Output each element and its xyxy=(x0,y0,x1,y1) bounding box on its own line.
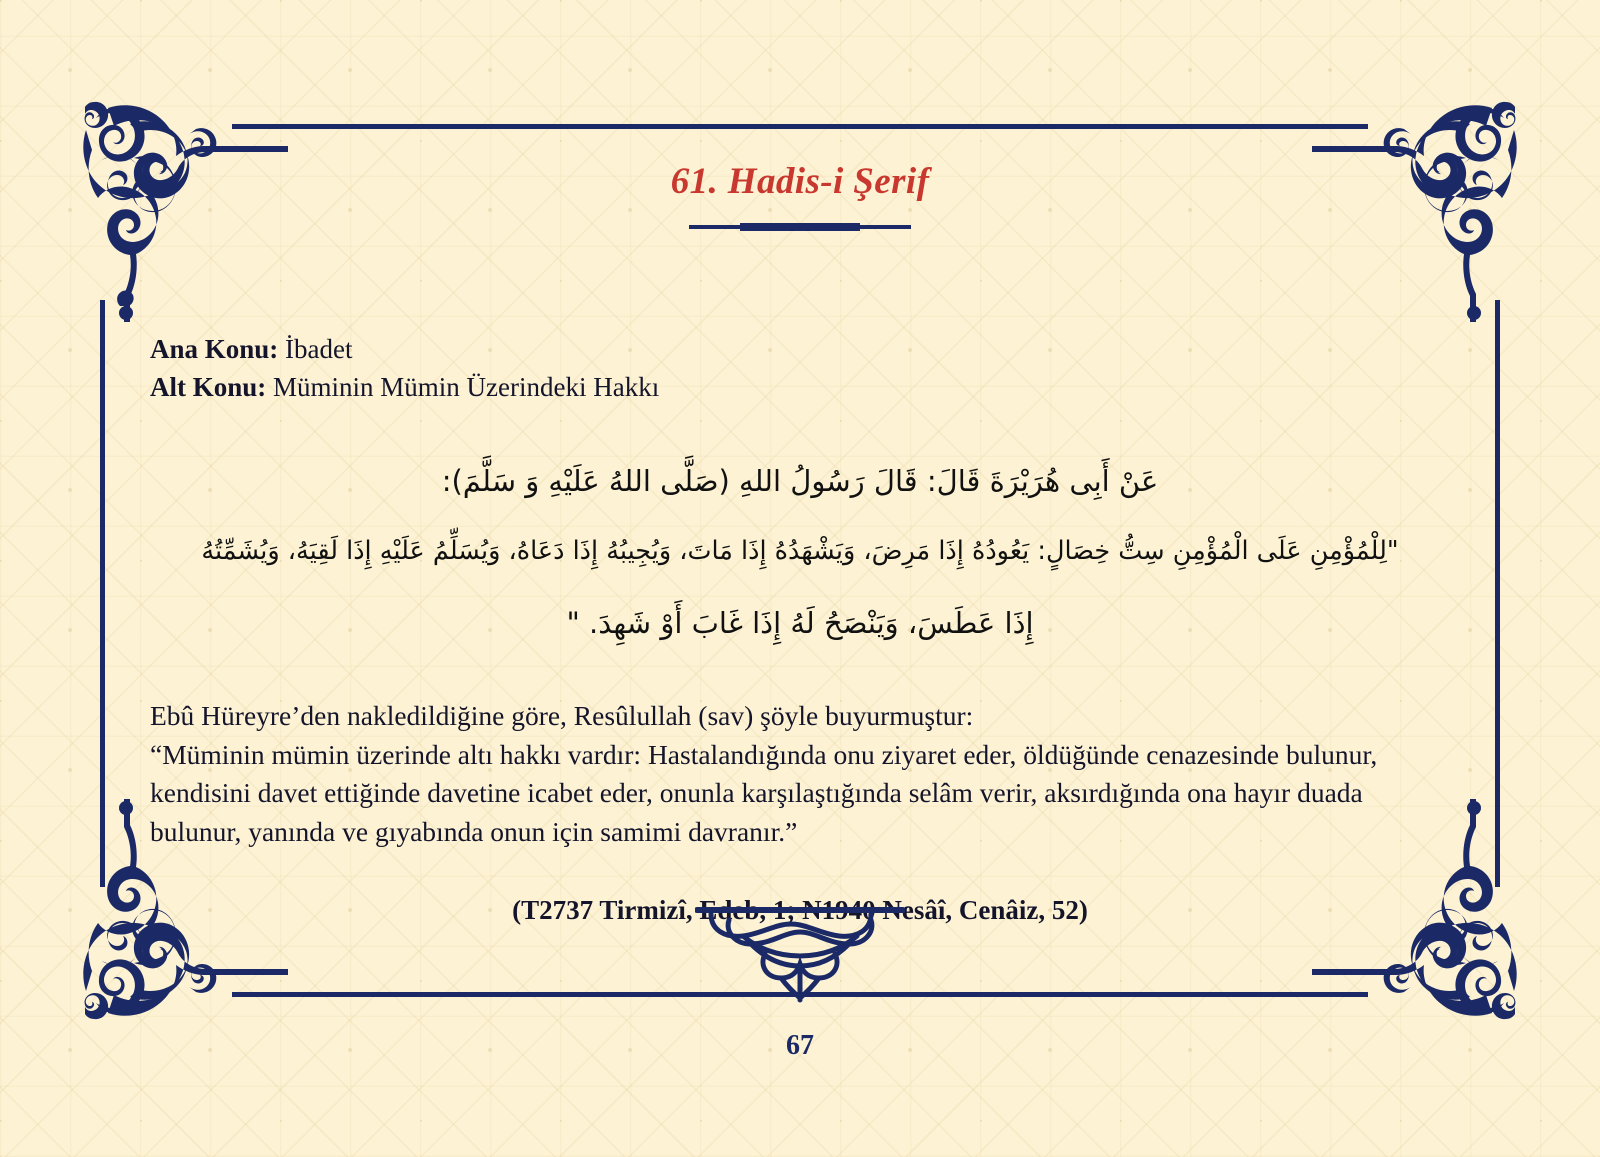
sub-topic-label: Alt Konu: xyxy=(150,372,267,403)
knotwork-flourish-ornament-icon xyxy=(695,904,905,1009)
arabic-line-2: "لِلْمُؤْمِنِ عَلَى الْمُؤْمِنِ سِتُّ خِصَالٍ: يَعُودُهُ إِذَا مَرِضَ، وَيَشْهَدُهُ إِذَا مَاتَ، وَيُجِيبُهُ إِذَا دَعَاهُ، وَيُسَلِّمُ عَلَيْهِ إِذَا لَقِيَهُ، وَيُشَمِّتُهُ xyxy=(201,536,1399,567)
arabic-line-1: عَنْ أَبِى هُرَيْرَةَ قَالَ: قَالَ رَسُولُ اللهِ (صَلَّى اللهُ عَلَيْهِ وَ سَلَّمَ): xyxy=(441,463,1159,498)
turkish-translation xyxy=(150,697,1450,851)
arabic-line-3: إِذَا عَطَسَ، وَيَنْصَحُ لَهُ إِذَا غَابَ أَوْ شَهِدَ. " xyxy=(566,605,1034,640)
sub-topic-value: Müminin Mümin Üzerindeki Hakkı xyxy=(273,372,660,403)
translation-body: “Müminin mümin üzerinde altı hakkı vardır: Hastalandığında onu ziyaret eder, öldüğünde cenazesinde bulunur, kendisini davet ettiğinde davetine icabet eder, onunla karşılaştığında selâm verir, aksırdığında ona hayır duada bulunur, yanında ve gıyabında onun için samimi davranır.” xyxy=(150,738,1378,847)
frame-line-top xyxy=(232,124,1368,129)
page-title: 61. Hadis-i Şerif xyxy=(670,161,930,202)
content-area xyxy=(150,330,1450,926)
sub-topic-line xyxy=(150,368,1450,406)
title-divider-rule-icon xyxy=(689,225,911,229)
main-topic-label: Ana Konu: xyxy=(150,334,279,364)
translation-intro: Ebû Hüreyre’den nakledildiğine göre, Resûlullah (sav) şöyle buyurmuştur: xyxy=(150,700,974,732)
arabic-hadith-text xyxy=(150,453,1450,652)
main-topic-line xyxy=(150,330,1450,368)
main-topic-value: İbadet xyxy=(285,334,353,364)
title-block xyxy=(0,160,1600,229)
page-number: 67 xyxy=(786,1030,814,1061)
source-citation: (T2737 Tirmizî, Edeb, 1; N1940 Nesâî, Cenâiz, 52) xyxy=(512,895,1088,926)
